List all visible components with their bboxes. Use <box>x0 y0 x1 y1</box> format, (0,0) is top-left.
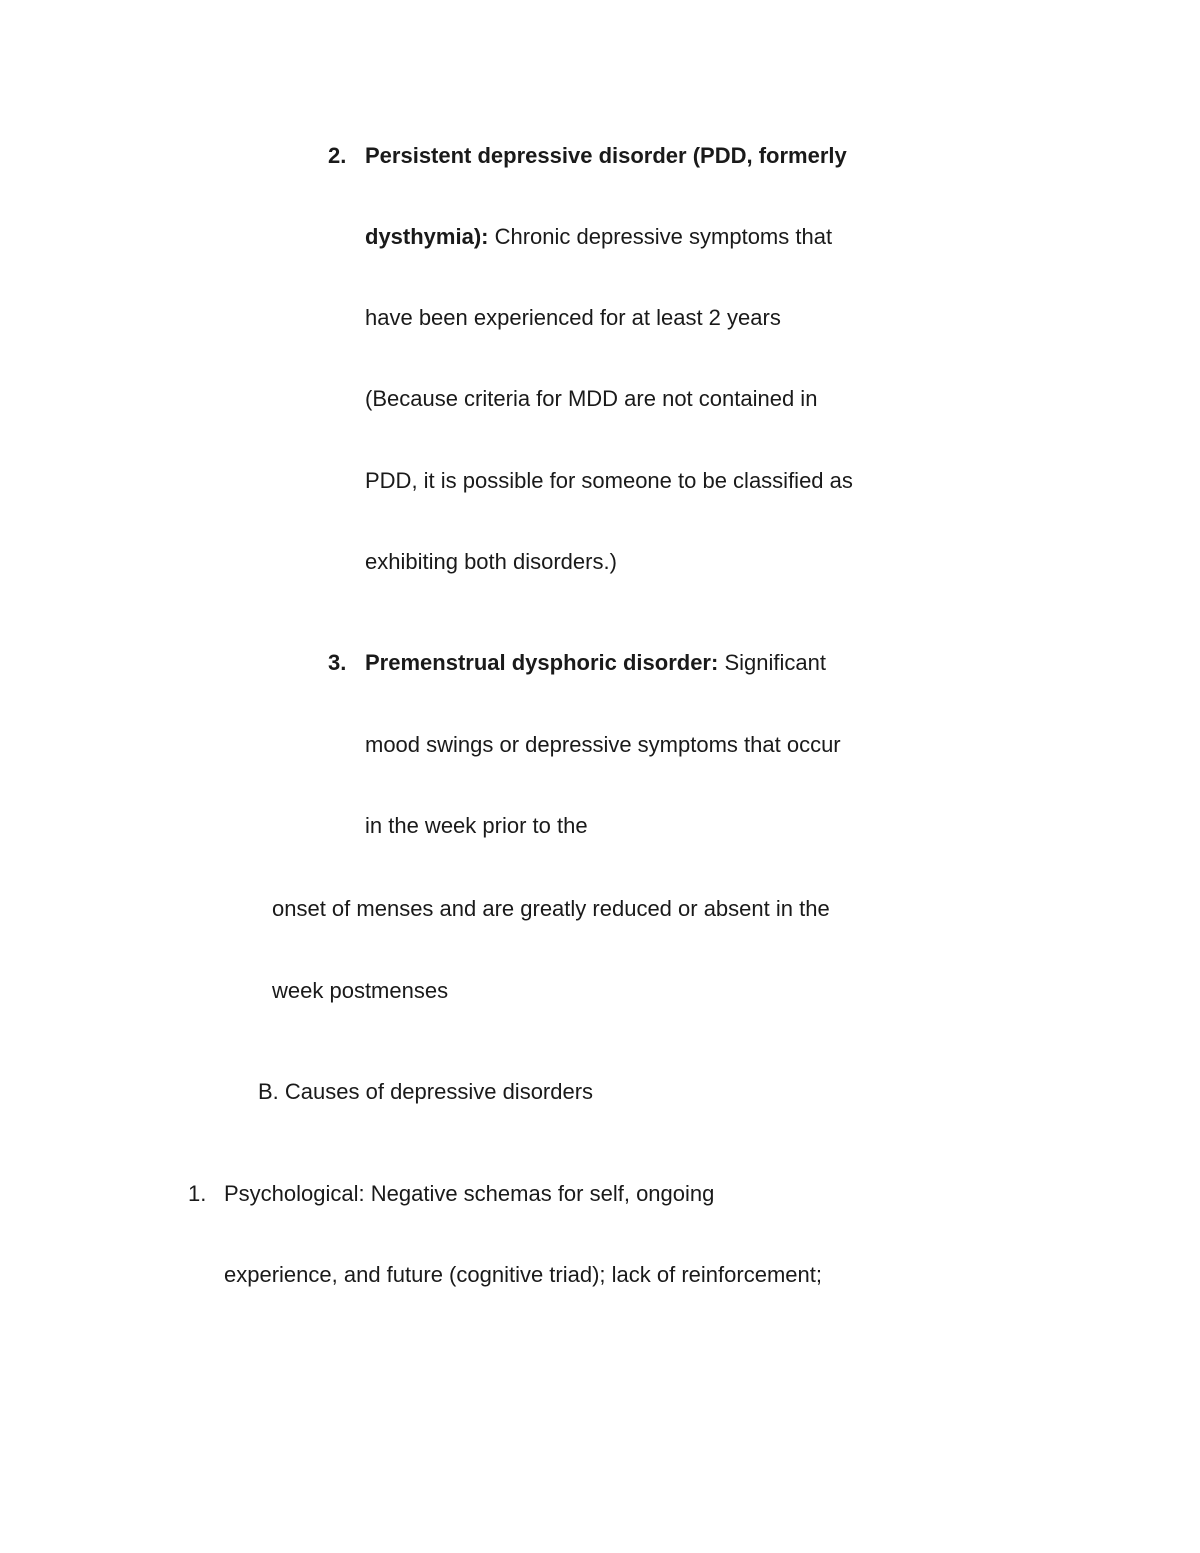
item3-line3: in the week prior to the <box>365 813 588 838</box>
item3-term: Premenstrual dysphoric disorder: <box>365 650 719 675</box>
list-number: 1. <box>188 1181 207 1206</box>
cause1-line2: experience, and future (cognitive triad); lack of reinforcement; <box>224 1262 822 1287</box>
item2-line5: PDD, it is possible for someone to be classified as <box>365 468 853 493</box>
item3-line4: onset of menses and are greatly reduced or absent in the <box>272 896 830 921</box>
item3-line2: mood swings or depressive symptoms that occur <box>365 732 841 757</box>
cause1-line1: Psychological: Negative schemas for self, ongoing <box>224 1181 715 1206</box>
section-heading: B. Causes of depressive disorders <box>258 1079 594 1104</box>
item3-line1 <box>365 649 826 677</box>
item3-line5: week postmenses <box>272 978 449 1003</box>
item2-line4: (Because criteria for MDD are not contained in <box>365 386 818 411</box>
item2-line3: have been experienced for at least 2 years <box>365 305 781 330</box>
list-number: 3. <box>328 650 347 675</box>
list-number: 2. <box>328 143 347 168</box>
item3-text-line1: Significant <box>718 650 826 675</box>
item2-text-line2: Chronic depressive symptoms that <box>488 224 833 249</box>
item2-term-line1: Persistent depressive disorder (PDD, formerly <box>365 143 847 168</box>
item2-term-line2: dysthymia): <box>365 224 489 249</box>
item2-line2 <box>365 223 832 251</box>
item2-line6: exhibiting both disorders.) <box>365 549 617 574</box>
